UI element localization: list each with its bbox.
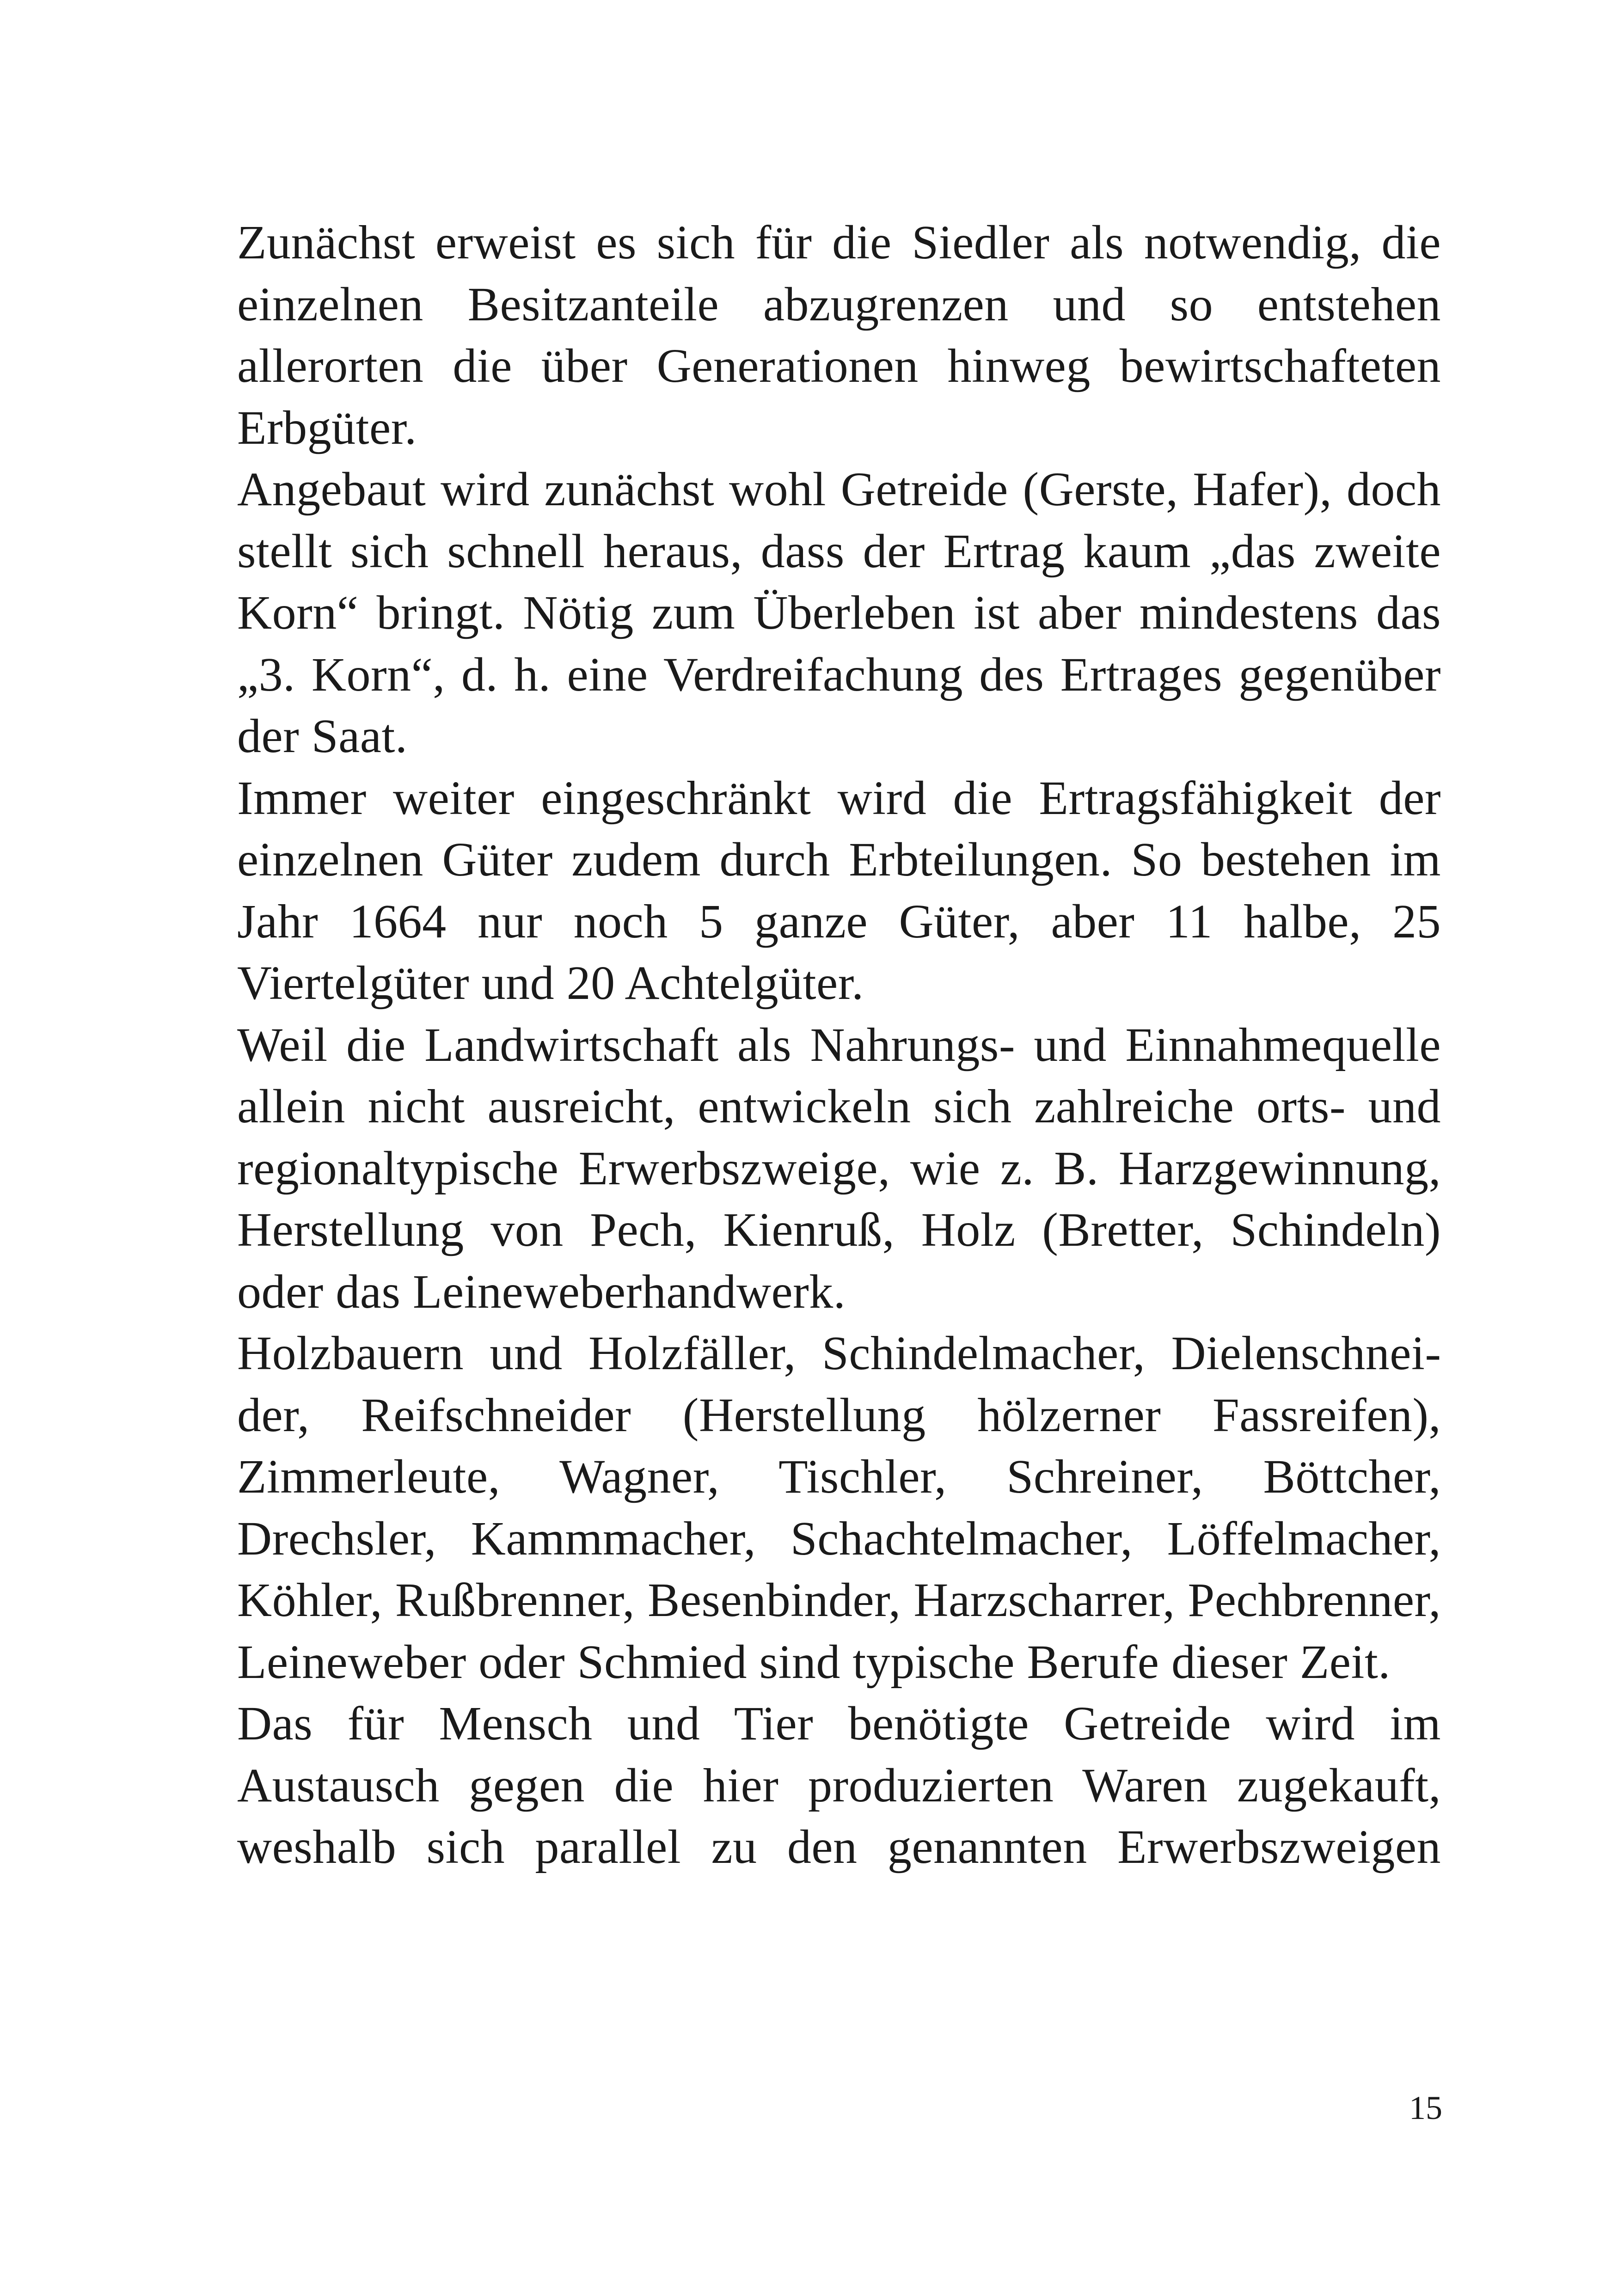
paragraph-professions: Holzbauern und Holzfäller, Schindelmacher, Dielenschneider, Reifschneider (Herstellung hölzerner Fassreifen), Zimmerleute, Wagner, Tischler, Schreiner, Böttcher, Drechsler, Kammmacher, Schachtelmacher, Löffelmacher, Köhler, Rußbrenner, Besenbinder, Harzscharrer, Pechbrenner, Leineweber oder Schmied sind typische Berufe dieser Zeit. (237, 1327, 1441, 1689)
paragraph-inheritance: Immer weiter eingeschränkt wird die Ertragsfähigkeit der einzelnen Güter zudem durch Erbteilungen. So bestehen im Jahr 1664 nur noch 5 ganze Güter, aber 11 halbe, 25 Viertelgüter und 20 Achtelgüter. (237, 771, 1441, 1010)
page-number: 15 (1409, 2089, 1442, 2126)
body-text (237, 212, 1441, 1878)
paragraph-settlement: Zunächst erweist es sich für die Siedler als notwendig, die einzelnen Besitzanteile abzugrenzen und so entstehen allerorten die über Generationen hinweg bewirtschafteten Erbgüter. (237, 216, 1441, 454)
paragraph-trades: Weil die Landwirtschaft als Nahrungs- und Einnahmequelle allein nicht ausreicht, entwickeln sich zahlreiche orts- und regionaltypische Erwerbszweige, wie z. B. Harzgewinnung, Herstellung von Pech, Kienruß, Holz (Bretter, Schindeln) oder das Leineweberhandwerk. (237, 1018, 1441, 1318)
paragraph-grain: Angebaut wird zunächst wohl Getreide (Gerste, Hafer), doch stellt sich schnell heraus, dass der Ertrag kaum „das zweite Korn“ bringt. Nötig zum Überleben ist aber mindestens das „3. Korn“, d. h. eine Verdreifachung des Ertrages gegenüber der Saat. (237, 463, 1441, 763)
paragraph-exchange: Das für Mensch und Tier benötigte Getreide wird im Austausch gegen die hier produzierten Waren zugekauft, weshalb sich parallel zu den genannten Erwerbszweigen (237, 1697, 1441, 1874)
